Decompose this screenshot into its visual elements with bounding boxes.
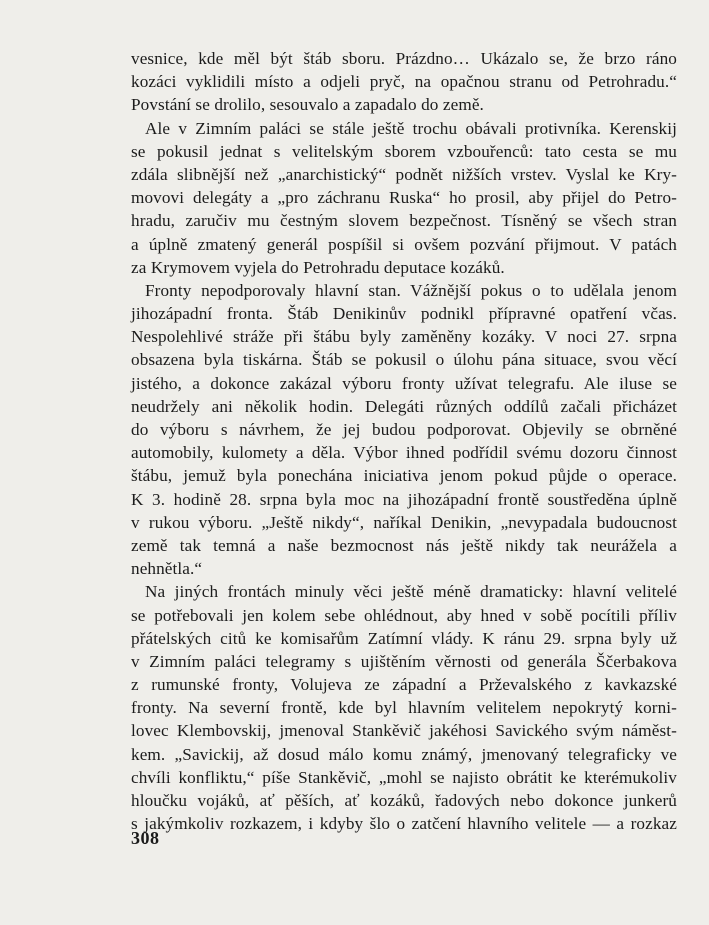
- text-line: hloučku vojáků, ať pěších, ať kozáků, řadových nebo dokonce junkerů: [131, 791, 677, 810]
- text-line: hradu, zaručiv mu čestným slovem bezpečnost. Tísněný se všech stran: [131, 211, 677, 231]
- text-line: štábu, jemuž byla ponechána iniciativa jenom pokud půjde o operace.: [131, 466, 677, 486]
- text-line: neudržely ani několik hodin. Delegáti různých oddílů začali přicházet: [131, 396, 677, 416]
- text-line: Ale v Zimním paláci se stále ještě trochu obávali protivníka. Kerenskij: [145, 118, 677, 138]
- text-line: a úplně zmatený generál pospíšil si ovšem pozvání přijmout. V patách: [131, 234, 677, 254]
- text-line: vesnice, kde měl být štáb sboru. Prázdno… Ukázalo se, že brzo ráno: [131, 49, 677, 68]
- text-line: nehnětla.“: [131, 559, 203, 579]
- text-line: K 3. hodině 28. srpna byla moc na jihozápadní frontě soustředěna úplně: [131, 489, 677, 509]
- text-line: za Krymovem vyjela do Petrohradu deputace kozáků.: [131, 257, 505, 277]
- text-line: se pokusil jednat s velitelským sborem vzbouřenců: tato cesta se mu: [131, 141, 677, 161]
- text-line: movovi delegáty a „pro záchranu Ruska“ ho prosil, aby přijel do Petro-: [131, 188, 677, 208]
- text-line: obsazena byla tiskárna. Štáb se pokusil o úlohu pána situace, svou věcí: [131, 350, 677, 370]
- text-line: zdála slibnější než „anarchistický“ podnět nižších vrstev. Vyslal ke Kry-: [131, 164, 677, 184]
- text-line: do výboru s návrhem, že jej budou podporovat. Objevily se obrněné: [131, 420, 677, 439]
- text-line: v rukou výboru. „Ještě nikdy“, naříkal Denikin, „nevypadala budoucnost: [131, 512, 677, 532]
- text-line: Na jiných frontách minuly věci ještě méně dramaticky: hlavní velitelé: [145, 582, 677, 602]
- text-line: z rumunské fronty, Volujeva ze západní a Prževalského z kavkazské: [131, 675, 677, 695]
- text-line: automobily, kulomety a děla. Výbor ihned podřídil svému dozoru činnost: [131, 443, 677, 463]
- page-number: 308: [131, 828, 160, 848]
- body-text: [131, 47, 677, 835]
- text-line: chvíli konfliktu,“ píše Stankěvič, „mohl se najisto obrátit ke kterémukoliv: [131, 767, 677, 787]
- text-line: kozáci vyklidili místo a odjeli pryč, na opačnou stranu od Petrohradu.“: [131, 72, 677, 92]
- text-line: se potřebovali jen kolem sebe ohlédnout, aby hned v sobě pocítili příliv: [131, 605, 677, 625]
- text-line: jihozápadní fronta. Štáb Denikinův podnikl přípravné opatření včas.: [131, 304, 677, 324]
- text-line: kem. „Savickij, až dosud málo komu známý, jmenovaný telegraficky ve: [131, 744, 677, 764]
- text-line: jistého, a dokonce zakázal výboru fronty užívat telegrafu. Ale iluse se: [131, 373, 677, 393]
- text-line: lovec Klembovskij, jmenoval Stankěvič jakéhosi Savického svým náměst-: [131, 721, 677, 741]
- text-line: Nespolehlivé stráže při štábu byly zaměněny kozáky. V noci 27. srpna: [131, 327, 677, 347]
- text-line: fronty. Na severní frontě, kde byl hlavním velitelem nepokrytý korni-: [131, 698, 677, 718]
- text-line: země tak temná a naše bezmocnost nás ještě nikdy tak neurážela a: [131, 535, 677, 555]
- text-line: přátelských citů ke komisařům Zatímní vlády. K ránu 29. srpna byly už: [131, 628, 677, 648]
- text-line: Fronty nepodporovaly hlavní stan. Vážnější pokus o to udělala jenom: [145, 280, 677, 300]
- text-line: s jakýmkoliv rozkazem, i kdyby šlo o zatčení hlavního velitele — a rozkaz: [131, 814, 677, 834]
- text-line: Povstání se drolilo, sesouvalo a zapadalo do země.: [131, 95, 484, 115]
- text-line: v Zimním paláci telegramy s ujištěním věrnosti od generála Ščerbakova: [131, 651, 677, 671]
